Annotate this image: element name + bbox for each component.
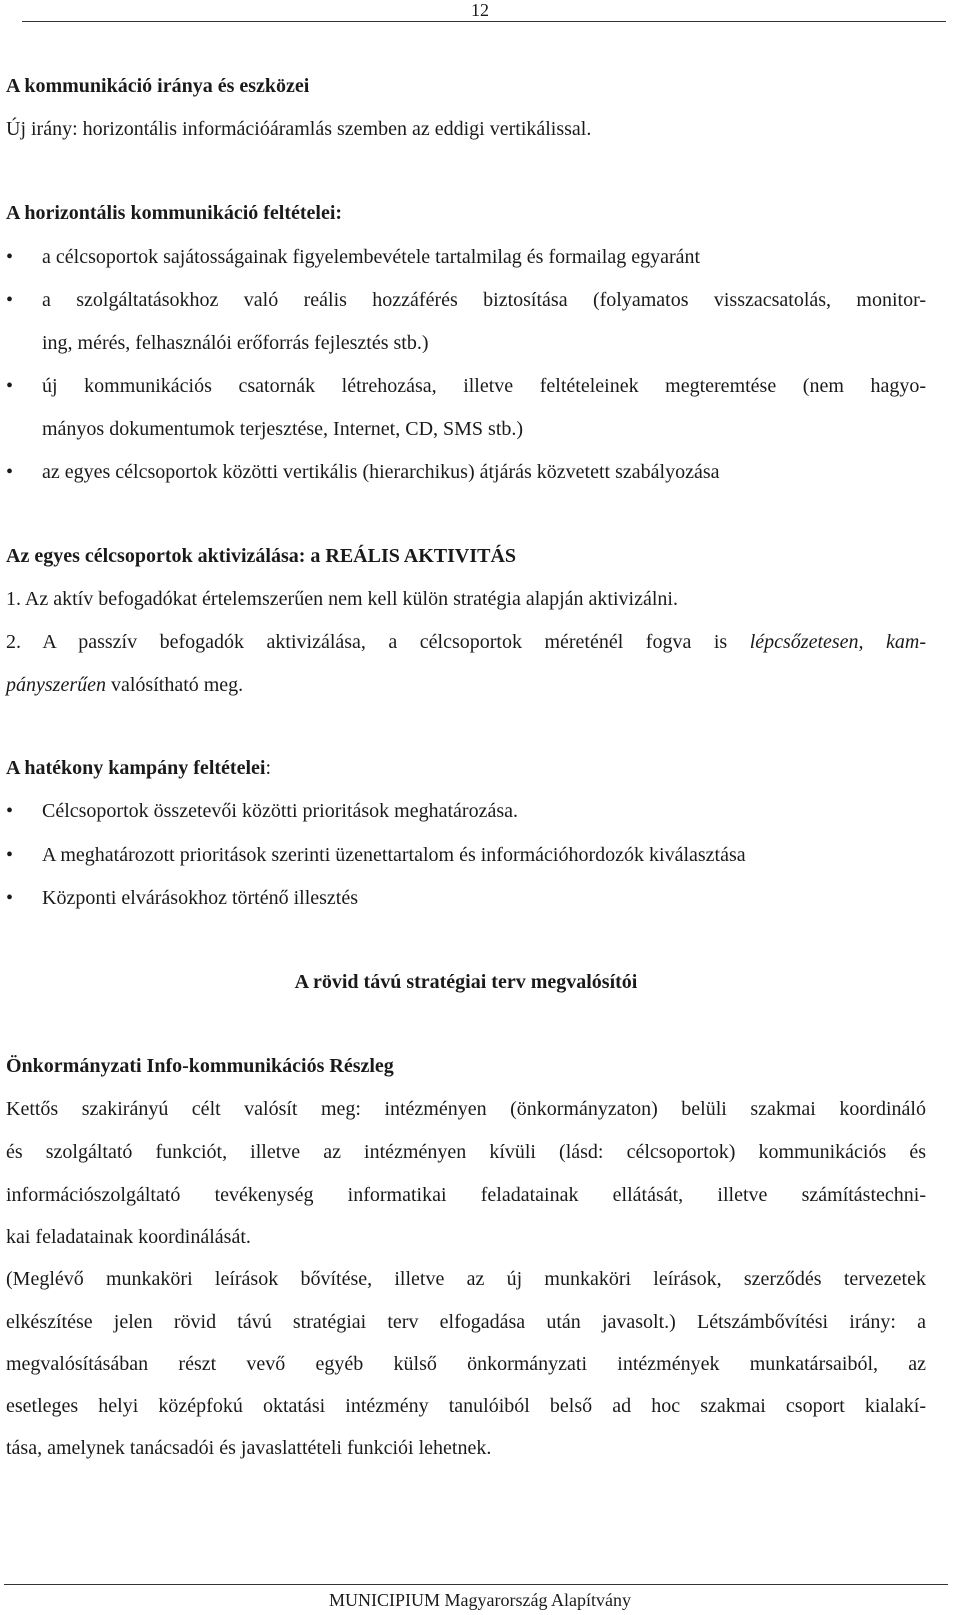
paragraph-line: (Meglévő munkaköri leírások bővítése, illetve az új munkaköri leírások, szerződés tervezetek <box>6 1268 926 1290</box>
activation-item-2-line-2 <box>6 672 926 698</box>
section-heading-campaign <box>6 755 926 781</box>
bullet-icon: • <box>6 461 14 483</box>
bullet-icon: • <box>6 375 14 397</box>
list-item-text: új kommunikációs csatornák létrehozása, illetve feltételeinek megteremtése (nem hagyo- <box>42 375 926 397</box>
activation-item-1: 1. Az aktív befogadókat értelemszerűen nem kell külön stratégia alapján aktivizálni. <box>6 588 678 610</box>
paragraph-line: kai feladatainak koordinálását. <box>6 1226 251 1248</box>
paragraph-line: tása, amelynek tanácsadói és javaslattételi funkciói lehetnek. <box>6 1437 492 1459</box>
bullet-icon: • <box>6 887 14 909</box>
activation-item-2-text: valósítható meg. <box>105 674 244 696</box>
bullet-icon: • <box>6 289 14 311</box>
list-item-text: a célcsoportok sajátosságainak figyelembevétele tartalmilag és formailag egyaránt <box>42 246 701 268</box>
list-item-text: Célcsoportok összetevői közötti prioritások meghatározása. <box>42 800 518 822</box>
activation-item-2-italic: lépcsőzetesen, kam- <box>749 631 927 653</box>
list-item-text: Központi elvárásokhoz történő illesztés <box>42 887 359 909</box>
activation-item-2-line-1 <box>6 629 926 655</box>
paragraph-line: elkészítése jelen rövid távú stratégiai terv elfogadása után javasolt.) Létszámbővítési irány: a <box>6 1311 926 1333</box>
paragraph-line: és szolgáltató funkciót, illetve az intézményen kívüli (lásd: célcsoportok) kommunikációs és <box>6 1141 926 1163</box>
section-heading-activation: Az egyes célcsoportok aktivizálása: a REÁLIS AKTIVITÁS <box>6 545 517 567</box>
list-item-text: a szolgáltatásokhoz való reális hozzáférés biztosítása (folyamatos visszacsatolás, monitor- <box>42 289 926 311</box>
footer-rule <box>4 1584 948 1585</box>
footer-text: MUNICIPIUM Magyarország Alapítvány <box>329 1590 631 1610</box>
list-item-text: mányos dokumentumok terjesztése, Internet, CD, SMS stb.) <box>42 418 524 440</box>
center-heading: A rövid távú stratégiai terv megvalósítói <box>294 971 638 993</box>
activation-item-2-text: 2. A passzív befogadók aktivizálása, a célcsoportok méreténél fogva is <box>6 631 750 653</box>
section-heading-department: Önkormányzati Info-kommunikációs Részleg <box>6 1055 394 1077</box>
paragraph-line: esetleges helyi középfokú oktatási intézmény tanulóiból belső ad hoc szakmai csoport kialakí- <box>6 1395 926 1417</box>
campaign-heading-text: A hatékony kampány feltételei <box>6 757 266 779</box>
bullet-icon: • <box>6 246 14 268</box>
list-item-text: A meghatározott prioritások szerinti üzenettartalom és információhordozók kiválasztása <box>42 844 746 866</box>
list-item-text: ing, mérés, felhasználói erőforrás fejlesztés stb.) <box>42 332 429 354</box>
section-heading-conditions: A horizontális kommunikáció feltételei: <box>6 202 343 224</box>
list-item-text: az egyes célcsoportok közötti vertikális (hierarchikus) átjárás közvetett szabályozása <box>42 461 720 483</box>
header-rule <box>22 21 946 22</box>
paragraph-line: információszolgáltató tevékenység informatikai feladatainak ellátását, illetve számítástechni- <box>6 1184 926 1206</box>
bullet-icon: • <box>6 844 14 866</box>
direction-text: Új irány: horizontális információáramlás szemben az eddigi vertikálissal. <box>6 118 592 140</box>
paragraph-line: Kettős szakirányú célt valósít meg: intézményen (önkormányzaton) belüli szakmai koordináló <box>6 1098 926 1120</box>
paragraph-line: megvalósításában részt vevő egyéb külső önkormányzati intézmények munkatársaiból, az <box>6 1353 926 1375</box>
bullet-icon: • <box>6 800 14 822</box>
page-number: 12 <box>471 0 489 20</box>
activation-item-2-italic: pányszerűen <box>6 674 106 696</box>
section-heading-direction: A kommunikáció iránya és eszközei <box>6 75 310 97</box>
campaign-heading-suffix: : <box>265 757 271 779</box>
